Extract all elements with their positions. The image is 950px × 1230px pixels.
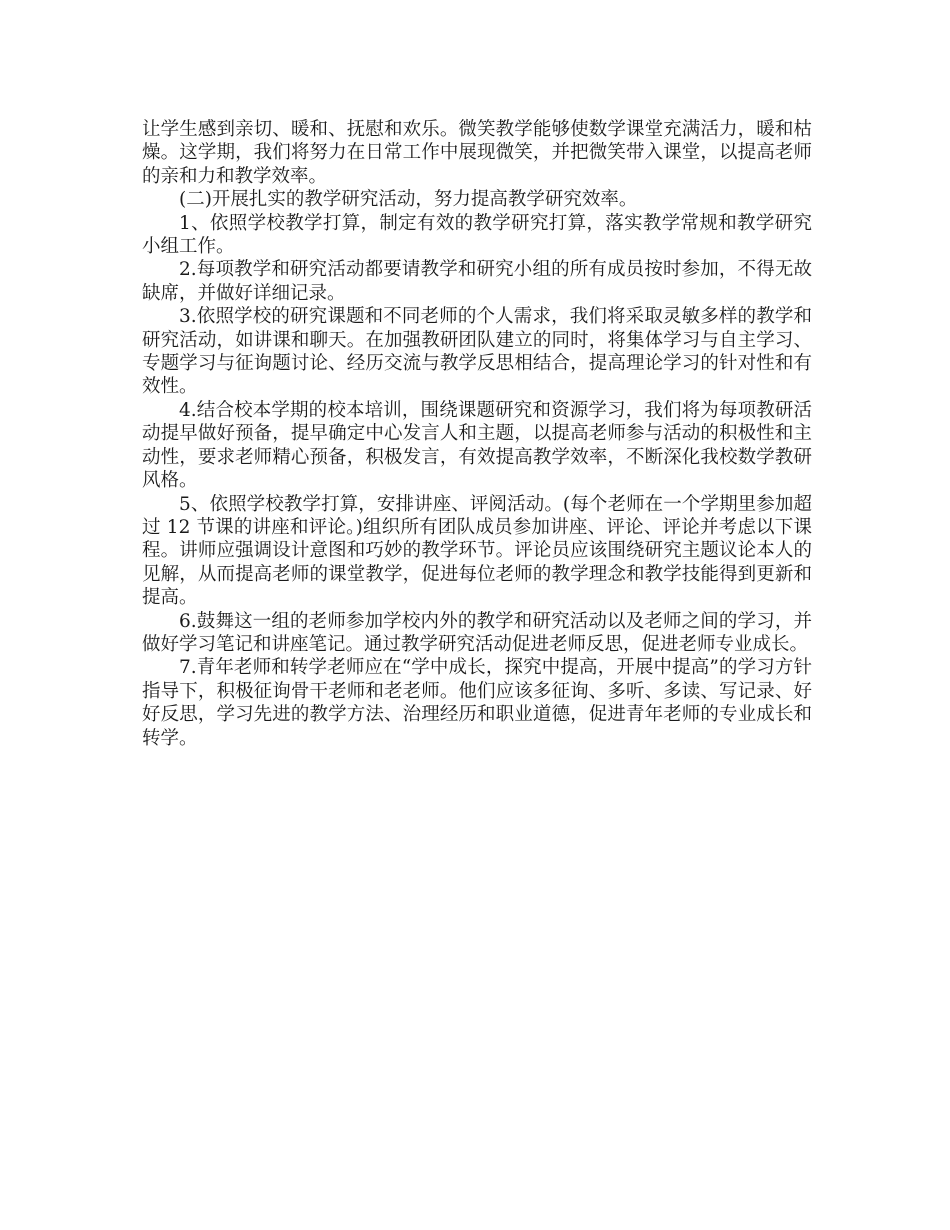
document-body (142, 118, 812, 750)
list-item-3: 3.依照学校的研究课题和不同老师的个人需求，我们将采取灵敏多样的教学和研究活动，如讲课和聊天。在加强教研团队建立的同时，将集体学习与自主学习、专题学习与征询题讨论、经历交流与教学反思相结合，提高理论学习的针对性和有效性。 (142, 306, 812, 398)
section-heading-teaching-research: (二)开展扎实的教学研究活动，努力提高教学研究效率。 (179, 189, 638, 211)
list-item-1: 1、依照学校教学打算，制定有效的教学研究打算，落实教学常规和教学研究小组工作。 (142, 212, 812, 258)
list-item-2: 2.每项教学和研究活动都要请教学和研究小组的所有成员按时参加，不得无故缺席，并做好详细记录。 (142, 259, 812, 304)
list-item-6: 6.鼓舞这一组的老师参加学校内外的教学和研究活动以及老师之间的学习，并做好学习笔记和讲座笔记。通过教学研究活动促进老师反思，促进老师专业成长。 (142, 610, 812, 655)
paragraph-intro-continuation: 让学生感到亲切、暖和、抚慰和欢乐。微笑教学能够使数学课堂充满活力，暖和枯燥。这学期，我们将努力在日常工作中展现微笑，并把微笑带入课堂，以提高老师的亲和力和教学效率。 (142, 119, 812, 187)
list-item-4: 4.结合校本学期的校本培训，围绕课题研究和资源学习，我们将为每项教研活动提早做好预备，提早确定中心发言人和主题，以提高老师参与活动的积极性和主动性，要求老师精心预备，积极发言，有效提高教学效率，不断深化我校数学教研风格。 (142, 399, 812, 492)
list-item-7: 7.青年老师和转学老师应在“学中成长，探究中提高，开展中提高”的学习方针指导下，积极征询骨干老师和老老师。他们应该多征询、多听、多读、写记录、好好反思，学习先进的教学方法、治理经历和职业道德，促进青年老师的专业成长和转学。 (142, 657, 812, 749)
list-item-5: 5、依照学校教学打算，安排讲座、评阅活动。(每个老师在一个学期里参加超过 12 节课的讲座和评论。)组织所有团队成员参加讲座、评论、评论并考虑以下课程。讲师应强调设计意图和巧妙的教学环节。评论员应该围绕研究主题议论本人的见解，从而提高老师的课堂教学，促进每位老师的教学理念和教学技能得到更新和提高。 (142, 493, 812, 609)
